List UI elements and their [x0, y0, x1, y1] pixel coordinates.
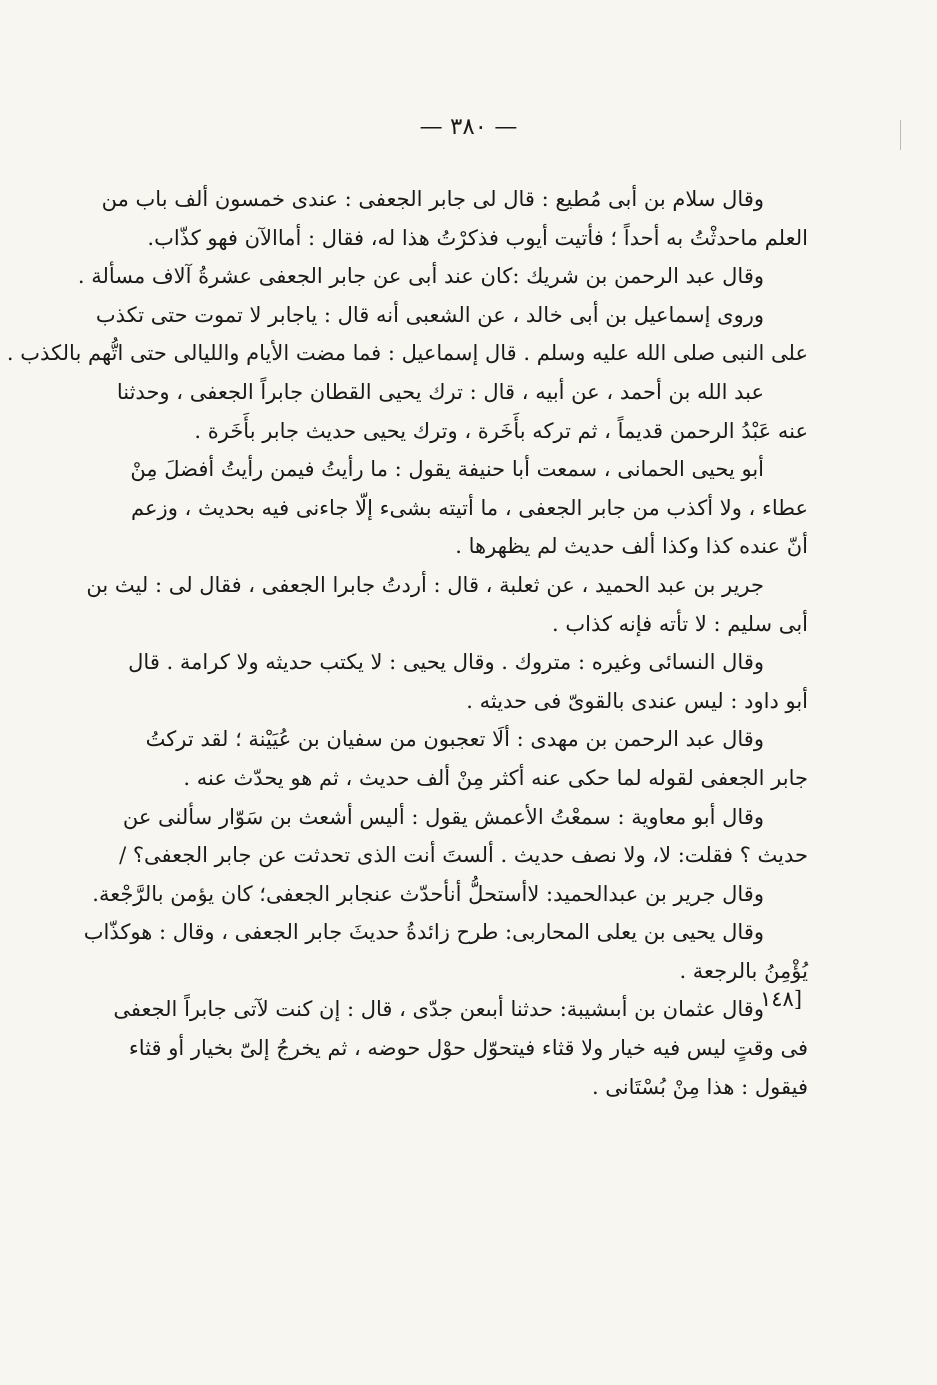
- text-line: وقال عبد الرحمن بن مهدى : ألَا تعجبون من سفيان بن عُيَيْنة ؛ لقد تركتُ: [145, 727, 764, 752]
- text-line: على النبى صلى الله عليه وسلم . قال إسماعيل : فما مضت الأيام والليالى حتى اتُّهم بالكذب .: [6, 341, 808, 366]
- text-line: أبو يحيى الحمانى ، سمعت أبا حنيفة يقول : ما رأيتُ فيمن رأيتُ أفضلَ مِنْ: [130, 457, 764, 482]
- text-line: عبد الله بن أحمد ، عن أبيه ، قال : ترك يحيى القطان جابراً الجعفى ، وحدثنا: [116, 379, 764, 404]
- page-number: — ٣٨٠ —: [419, 114, 518, 140]
- text-line: وقال سلام بن أبى مُطيع : قال لى جابر الجعفى : عندى خمسون ألف باب من: [101, 187, 764, 211]
- text-line: وقال عبد الرحمن بن شريك :كان عند أبى عن جابر الجعفى عشرةُ آلاف مسألة .: [77, 264, 764, 289]
- body-text: [6, 180, 808, 1106]
- text-line: حديث ؟ فقلت: لا، ولا نصف حديث . ألستَ أنت الذى تحدثت عن جابر الجعفى؟ /: [119, 843, 808, 868]
- text-line: عطاء ، ولا أكذب من جابر الجعفى ، ما أتيته بشىء إلّا جاءنى فيه بحديث ، وزعم: [131, 495, 808, 520]
- text-line: يُؤْمِنُ بالرجعة .: [679, 958, 808, 983]
- text-line: أبى سليم : لا تأته فإنه كذاب .: [551, 611, 808, 636]
- text-line: جرير بن عبد الحميد ، عن ثعلبة ، قال : أردتُ جابرا الجعفى ، فقال لى : ليث بن: [86, 572, 764, 597]
- text-line: فيقول : هذا مِنْ بُسْتَانى .: [591, 1074, 808, 1099]
- text-line: جابر الجعفى لقوله لما حكى عنه أكثر مِنْ ألف حديث ، ثم هو يحدّث عنه .: [183, 765, 808, 790]
- text-line: أنّ عنده كذا وكذا ألف حديث لم يظهرها .: [455, 534, 808, 559]
- text-line: العلم ماحدثْتُ به أحداً ؛ فأتيت أيوب فذكرْتُ هذا له، فقال : أماالآن فهو كذّاب.: [147, 225, 808, 250]
- text-line: عنه عَبْدُ الرحمن قديماً ، ثم تركه بأَخَرة ، وترك يحيى حديث جابر بأَخَرة .: [194, 418, 808, 443]
- text-line: وقال يحيى بن يعلى المحاربى: طرح زائدةُ حديثَ جابر الجعفى ، وقال : هوكذّاب: [83, 920, 764, 945]
- text-line: أبو داود : ليس عندى بالقوىّ فى حديثه .: [466, 688, 808, 713]
- text-line: وقال عثمان بن أبىشيبة: حدثنا أبىعن جدّى ، قال : إن كنت لآتى جابراً الجعفى: [113, 997, 764, 1022]
- text-line: وقال النسائى وغيره : متروك . وقال يحيى : لا يكتب حديثه ولا كرامة . قال: [128, 650, 764, 675]
- text-line: وقال أبو معاوية : سمعْتُ الأعمش يقول : أليس أشعث بن سَوّار سألنى عن: [122, 804, 764, 829]
- text-line: وقال جرير بن عبدالحميد: لاأستحلُّ أنأحدّث عنجابر الجعفى؛ كان يؤمن بالرَّجْعة.: [92, 881, 764, 906]
- text-line: وروى إسماعيل بن أبى خالد ، عن الشعبى أنه قال : ياجابر لا تموت حتى تكذب: [95, 302, 764, 327]
- text-line: فى وقتٍ ليس فيه خيار ولا قثاء فيتحوّل حوْل حوضه ، ثم يخرجُ إلىّ بخيار أو قثاء: [128, 1036, 808, 1061]
- margin-page-reference: [١٤٨: [760, 987, 803, 1011]
